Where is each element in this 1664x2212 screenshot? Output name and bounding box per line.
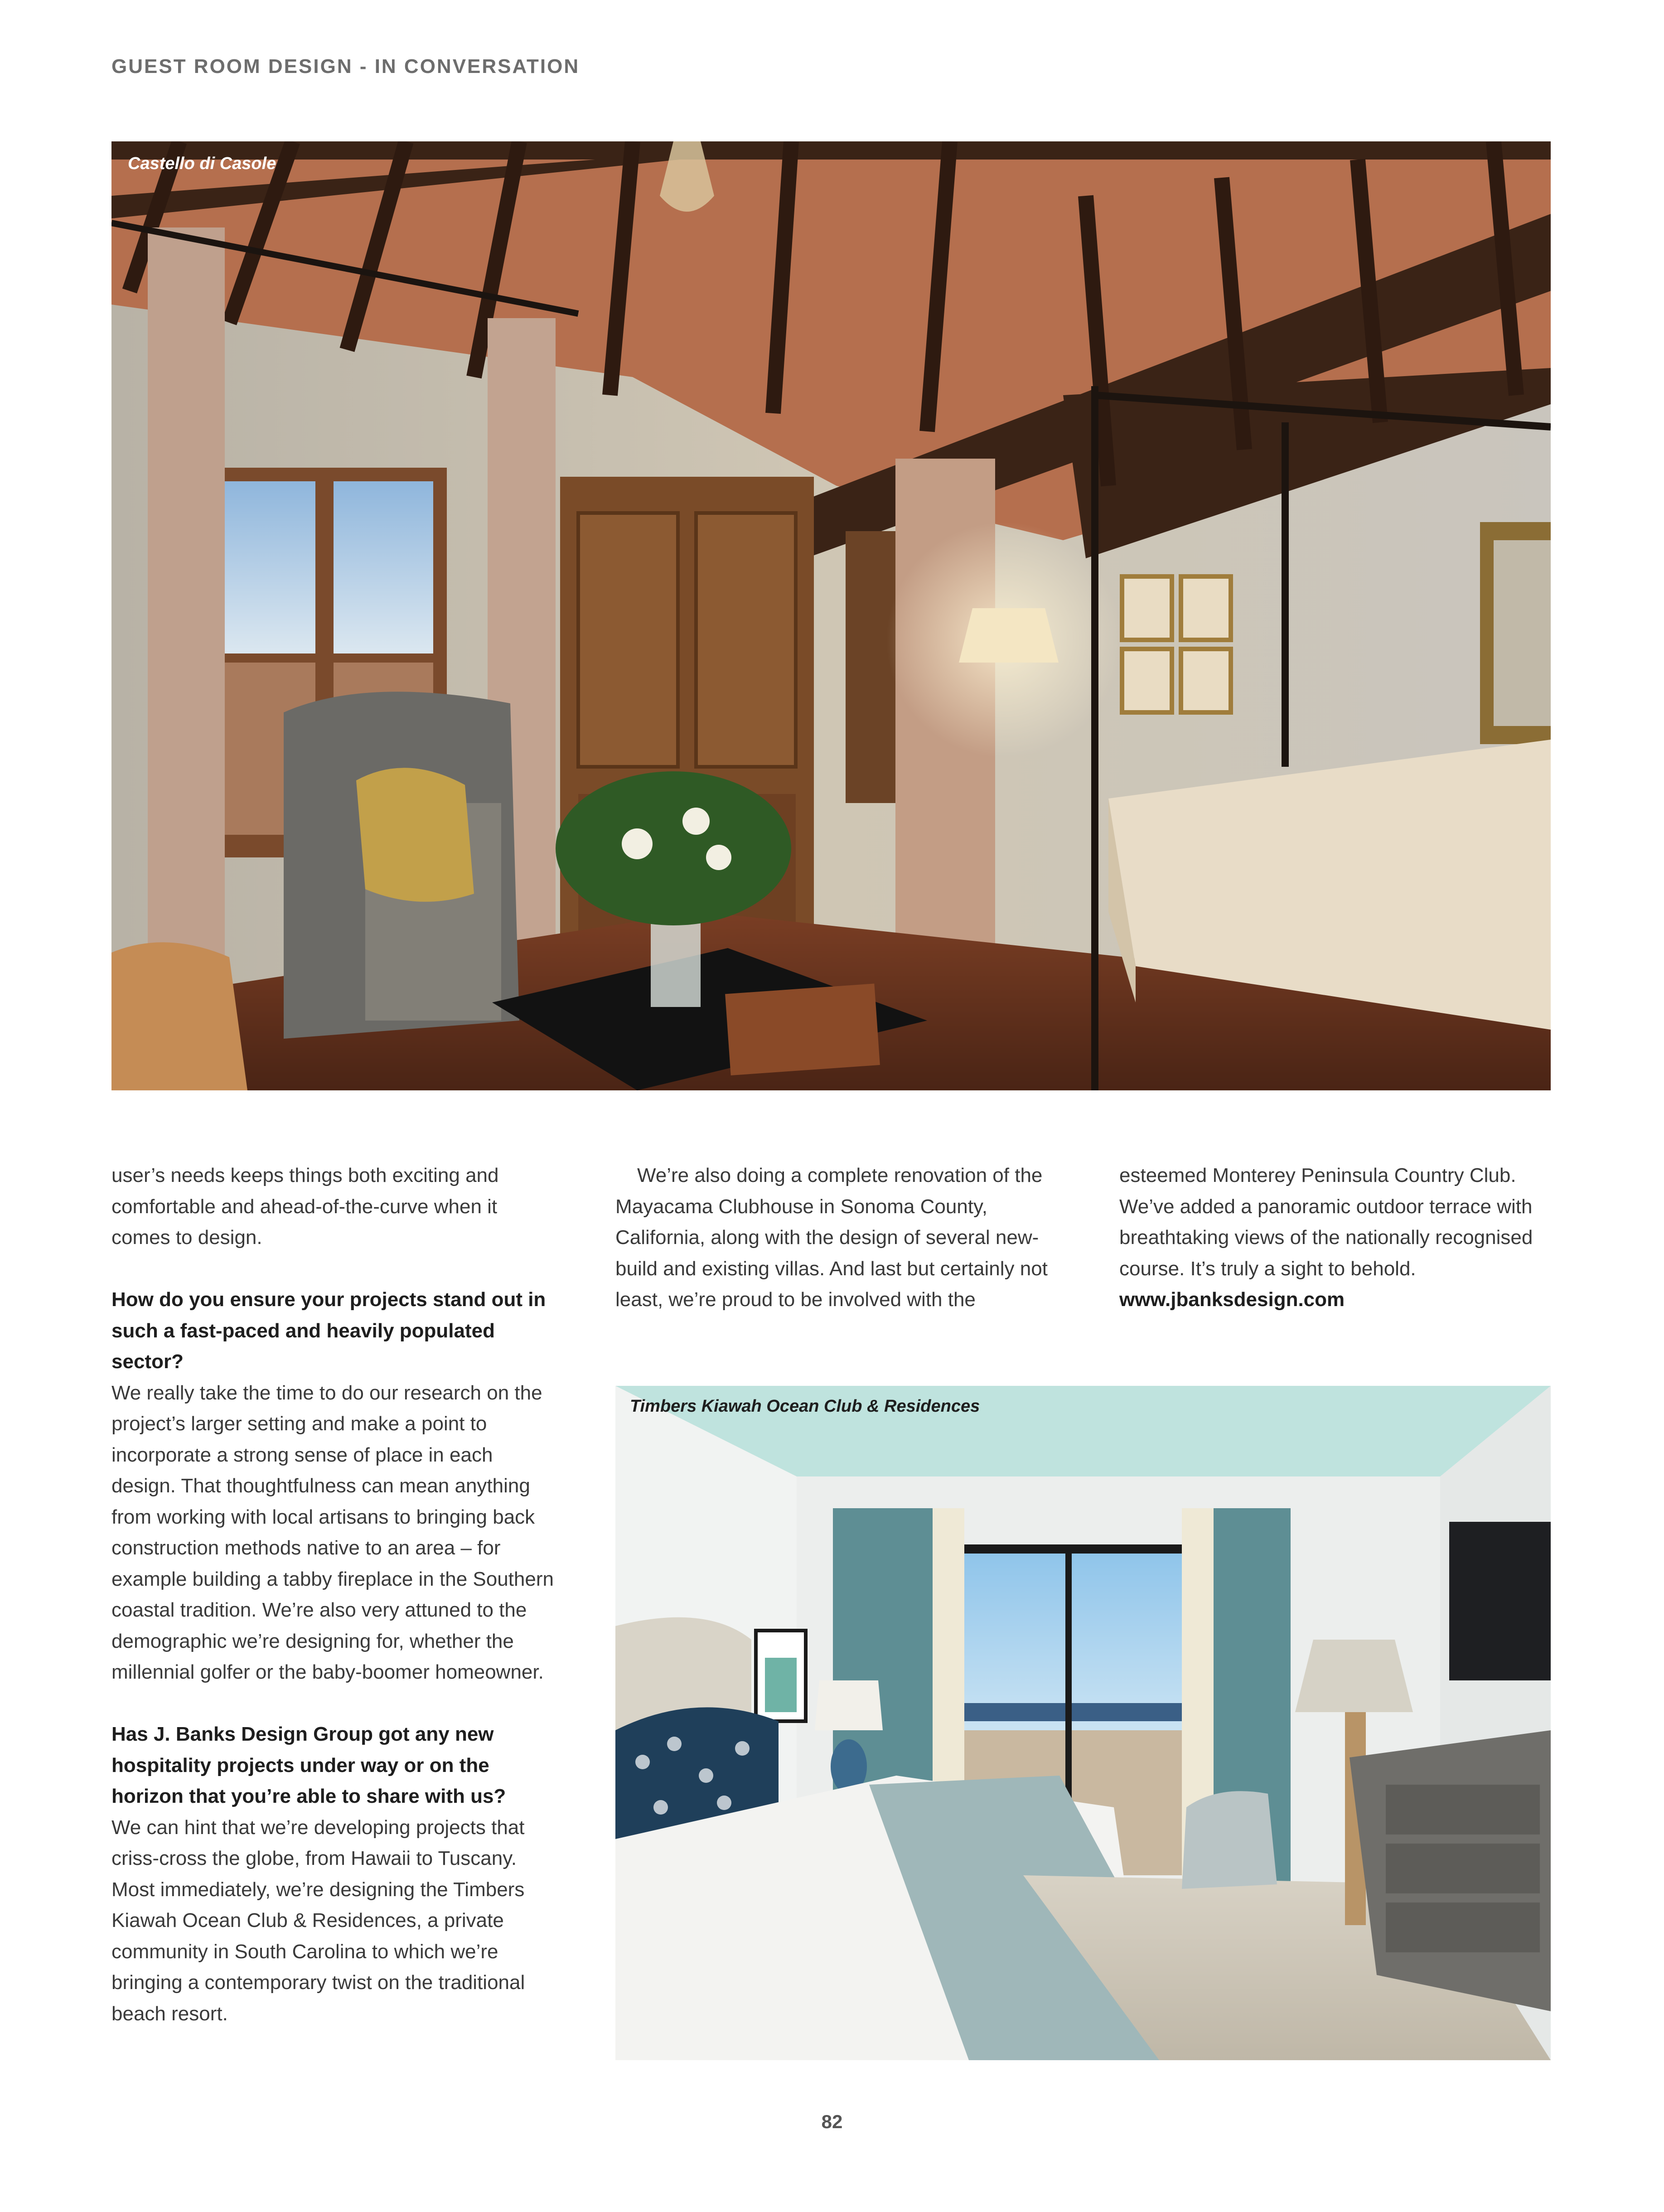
article-column-3 — [1119, 1160, 1554, 1316]
photo-timbers-kiawah — [615, 1386, 1551, 2060]
ocean-bedroom-photo-illustration — [615, 1386, 1551, 2060]
interview-question-1: How do you ensure your projects stand out in such a fast-paced and heavily populated sector? — [111, 1288, 546, 1373]
page-number: 82 — [821, 2111, 843, 2132]
interview-answer-1: We really take the time to do our research on the project’s larger setting and make a point to incorporate a strong sense of place in each design. That thoughtfulness can mean anything from working with local artisans to bringing back construction methods native to an area – for example building a tabby fireplace in the Southern coastal tradition. We’re also very attuned to the demographic we’re designing for, whether the millennial golfer or the baby-boomer homeowner. — [111, 1381, 554, 1683]
article-column-1 — [111, 1160, 556, 2029]
photo-caption-bottom: Timbers Kiawah Ocean Club & Residences — [630, 1397, 980, 1416]
photo-castello-di-casole — [111, 141, 1551, 1090]
website-link[interactable]: www.jbanksdesign.com — [1119, 1288, 1345, 1311]
bedroom-photo-illustration — [111, 141, 1551, 1090]
interview-question-2: Has J. Banks Design Group got any new hospitality projects under way or on the horizon that you’re able to share with us? — [111, 1723, 506, 1807]
paragraph-renovation: We’re also doing a complete renovation of the Mayacama Clubhouse in Sonoma County, California, along with the design of several new-build and existing villas. And last but certainly not least, we’re proud to be involved with the — [615, 1164, 1048, 1311]
paragraph-continued: user’s needs keeps things both exciting and comfortable and ahead-of-the-curve when it comes to design. — [111, 1164, 499, 1249]
section-header: GUEST ROOM DESIGN - IN CONVERSATION — [111, 55, 580, 77]
paragraph-monterey: esteemed Monterey Peninsula Country Club. We’ve added a panoramic outdoor terrace with breathtaking views of the nationally recognised course. It’s truly a sight to behold. — [1119, 1164, 1533, 1280]
photo-caption-top: Castello di Casole — [128, 154, 276, 173]
article-column-2 — [615, 1160, 1050, 1316]
interview-answer-2: We can hint that we’re developing projects that criss-cross the globe, from Hawaii to Tuscany. Most immediately, we’re designing the Timbers Kiawah Ocean Club & Residences, a private community in South Carolina to which we’re bringing a contemporary twist on the traditional beach resort. — [111, 1816, 525, 2025]
